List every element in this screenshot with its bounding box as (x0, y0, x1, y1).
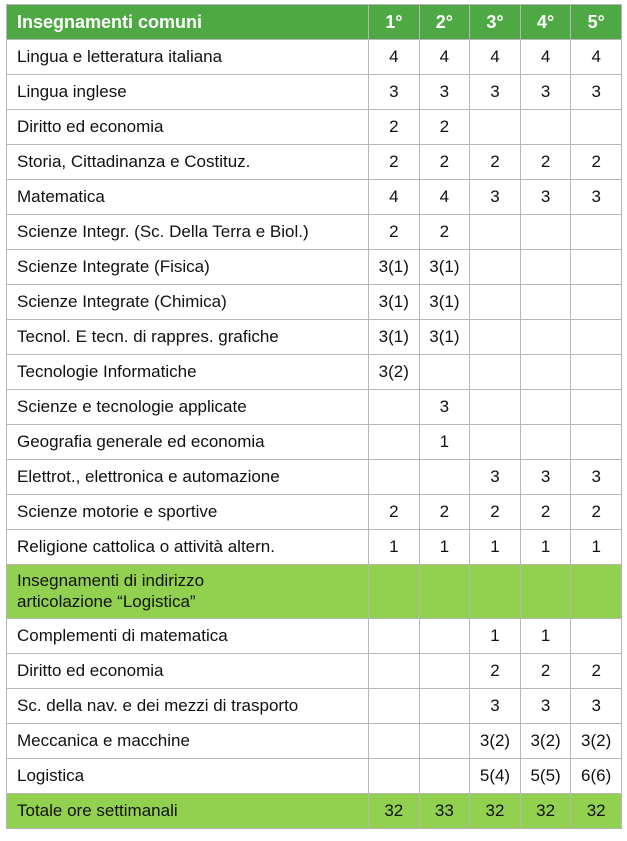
section-empty-cell (520, 565, 571, 619)
hours-cell (470, 285, 521, 320)
hours-cell: 4 (369, 180, 420, 215)
year-1-header: 1° (369, 5, 420, 40)
table-row (7, 530, 622, 565)
hours-cell (520, 250, 571, 285)
section-empty-cell (571, 565, 622, 619)
hours-cell: 3(1) (369, 285, 420, 320)
hours-cell: 3 (520, 75, 571, 110)
hours-cell: 3(1) (419, 250, 470, 285)
table-row (7, 355, 622, 390)
hours-cell (369, 654, 420, 689)
hours-cell (520, 215, 571, 250)
hours-cell (520, 285, 571, 320)
hours-cell: 2 (369, 495, 420, 530)
subject-cell: Storia, Cittadinanza e Costituz. (7, 145, 369, 180)
hours-cell (571, 619, 622, 654)
hours-cell: 3 (520, 180, 571, 215)
section-empty-cell (369, 565, 420, 619)
subject-cell: Scienze Integrate (Fisica) (7, 250, 369, 285)
hours-cell: 3(1) (369, 320, 420, 355)
table-row (7, 619, 622, 654)
subject-cell: Tecnol. E tecn. di rappres. grafiche (7, 320, 369, 355)
hours-cell: 3 (571, 460, 622, 495)
hours-cell: 2 (520, 654, 571, 689)
hours-cell (470, 250, 521, 285)
subject-cell: Meccanica e macchine (7, 724, 369, 759)
table-row (7, 724, 622, 759)
hours-cell: 2 (419, 145, 470, 180)
hours-cell: 2 (571, 654, 622, 689)
hours-cell (369, 759, 420, 794)
hours-cell (571, 110, 622, 145)
hours-cell: 3(2) (571, 724, 622, 759)
table-row (7, 689, 622, 724)
section-title (7, 565, 369, 619)
hours-cell: 2 (419, 215, 470, 250)
hours-cell: 3(1) (419, 320, 470, 355)
hours-cell: 4 (571, 40, 622, 75)
hours-cell (369, 724, 420, 759)
subject-cell: Geografia generale ed economia (7, 425, 369, 460)
year-3-header: 3° (470, 5, 521, 40)
hours-cell (520, 390, 571, 425)
hours-cell: 3 (571, 689, 622, 724)
section-empty-cell (419, 565, 470, 619)
section-header-row (7, 565, 622, 619)
hours-cell: 2 (369, 145, 420, 180)
table-row (7, 460, 622, 495)
hours-cell: 3 (470, 460, 521, 495)
hours-cell (571, 320, 622, 355)
hours-cell (419, 654, 470, 689)
hours-cell (470, 355, 521, 390)
hours-cell (419, 460, 470, 495)
hours-cell (470, 425, 521, 460)
hours-cell: 2 (571, 495, 622, 530)
hours-cell: 2 (520, 495, 571, 530)
total-row (7, 794, 622, 829)
hours-cell (419, 724, 470, 759)
total-label: Totale ore settimanali (7, 794, 369, 829)
subject-cell: Scienze e tecnologie applicate (7, 390, 369, 425)
table-header-row (7, 5, 622, 40)
hours-cell: 2 (369, 110, 420, 145)
hours-cell: 3(2) (369, 355, 420, 390)
subject-cell: Scienze Integrate (Chimica) (7, 285, 369, 320)
table-row (7, 759, 622, 794)
table-row (7, 180, 622, 215)
subject-cell: Lingua e letteratura italiana (7, 40, 369, 75)
table-row (7, 654, 622, 689)
hours-cell: 1 (520, 530, 571, 565)
subject-cell: Religione cattolica o attività altern. (7, 530, 369, 565)
hours-cell: 1 (419, 530, 470, 565)
table-row (7, 390, 622, 425)
table-row (7, 495, 622, 530)
hours-cell (470, 320, 521, 355)
total-hours-cell: 32 (571, 794, 622, 829)
table-row (7, 250, 622, 285)
subject-cell: Sc. della nav. e dei mezzi di trasporto (7, 689, 369, 724)
subject-cell: Diritto ed economia (7, 110, 369, 145)
hours-cell: 3 (369, 75, 420, 110)
subject-cell: Lingua inglese (7, 75, 369, 110)
hours-cell (470, 110, 521, 145)
table-row (7, 425, 622, 460)
hours-cell (571, 390, 622, 425)
hours-cell: 6(6) (571, 759, 622, 794)
hours-cell: 1 (571, 530, 622, 565)
hours-cell (520, 320, 571, 355)
total-hours-cell: 32 (369, 794, 420, 829)
hours-cell: 1 (470, 530, 521, 565)
hours-cell: 5(4) (470, 759, 521, 794)
hours-cell: 4 (419, 180, 470, 215)
subject-column-header: Insegnamenti comuni (7, 5, 369, 40)
hours-cell: 2 (419, 110, 470, 145)
hours-cell (419, 689, 470, 724)
hours-cell: 5(5) (520, 759, 571, 794)
hours-cell: 1 (419, 425, 470, 460)
hours-cell (369, 390, 420, 425)
section-title-line-1: Insegnamenti di indirizzo (17, 571, 205, 591)
hours-cell: 2 (470, 145, 521, 180)
hours-cell: 3 (419, 75, 470, 110)
hours-cell (369, 425, 420, 460)
table-row (7, 75, 622, 110)
hours-cell: 3 (470, 689, 521, 724)
hours-cell: 4 (520, 40, 571, 75)
hours-cell: 1 (520, 619, 571, 654)
hours-cell (571, 215, 622, 250)
hours-cell (419, 759, 470, 794)
hours-cell: 1 (470, 619, 521, 654)
table-row (7, 40, 622, 75)
hours-cell: 3(2) (470, 724, 521, 759)
hours-cell (571, 425, 622, 460)
hours-cell (369, 460, 420, 495)
hours-cell: 2 (470, 495, 521, 530)
subject-cell: Elettrot., elettronica e automazione (7, 460, 369, 495)
hours-cell: 3 (520, 460, 571, 495)
hours-cell (419, 355, 470, 390)
hours-cell (520, 425, 571, 460)
year-2-header: 2° (419, 5, 470, 40)
hours-cell (369, 689, 420, 724)
hours-cell: 3 (419, 390, 470, 425)
total-hours-cell: 32 (470, 794, 521, 829)
section-empty-cell (470, 565, 521, 619)
section-title-line-2: articolazione “Logistica” (17, 591, 196, 611)
total-hours-cell: 32 (520, 794, 571, 829)
table-row (7, 215, 622, 250)
hours-cell (571, 285, 622, 320)
hours-cell: 3 (470, 75, 521, 110)
hours-cell (520, 110, 571, 145)
hours-cell: 1 (369, 530, 420, 565)
hours-cell: 3 (470, 180, 521, 215)
hours-cell (520, 355, 571, 390)
hours-cell (470, 390, 521, 425)
hours-cell: 2 (571, 145, 622, 180)
hours-cell (369, 619, 420, 654)
subject-cell: Matematica (7, 180, 369, 215)
hours-cell: 3 (571, 180, 622, 215)
table-row (7, 320, 622, 355)
hours-cell (419, 619, 470, 654)
hours-cell: 3 (520, 689, 571, 724)
hours-cell (470, 215, 521, 250)
hours-cell: 2 (470, 654, 521, 689)
year-4-header: 4° (520, 5, 571, 40)
hours-cell: 3 (571, 75, 622, 110)
hours-cell: 3(2) (520, 724, 571, 759)
subject-cell: Diritto ed economia (7, 654, 369, 689)
year-5-header: 5° (571, 5, 622, 40)
hours-cell (571, 250, 622, 285)
hours-cell: 4 (369, 40, 420, 75)
hours-cell: 4 (419, 40, 470, 75)
hours-cell (571, 355, 622, 390)
subject-cell: Logistica (7, 759, 369, 794)
subject-cell: Scienze motorie e sportive (7, 495, 369, 530)
hours-cell: 3(1) (419, 285, 470, 320)
subject-cell: Tecnologie Informatiche (7, 355, 369, 390)
hours-cell: 2 (520, 145, 571, 180)
hours-cell: 4 (470, 40, 521, 75)
total-hours-cell: 33 (419, 794, 470, 829)
hours-cell: 2 (369, 215, 420, 250)
hours-cell: 3(1) (369, 250, 420, 285)
subject-cell: Complementi di matematica (7, 619, 369, 654)
table-row (7, 110, 622, 145)
table-row (7, 145, 622, 180)
weekly-hours-table (6, 4, 622, 829)
subject-cell: Scienze Integr. (Sc. Della Terra e Biol.) (7, 215, 369, 250)
hours-cell: 2 (419, 495, 470, 530)
table-row (7, 285, 622, 320)
